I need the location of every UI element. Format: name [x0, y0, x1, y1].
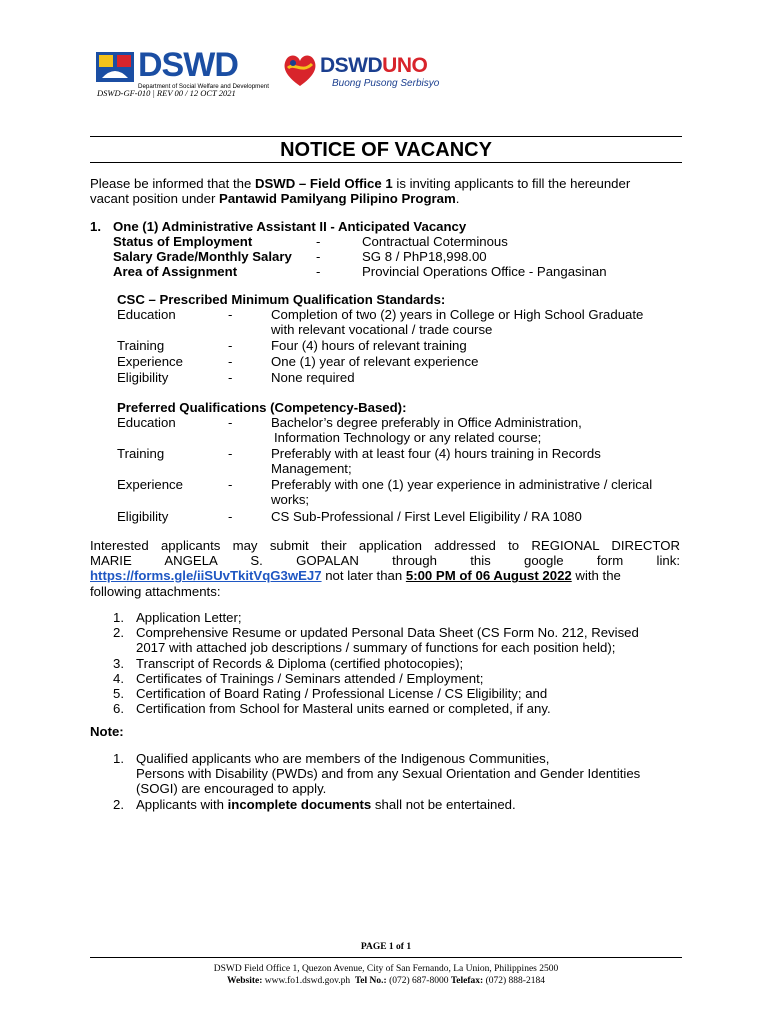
- attachments-list: 1. Application Letter; 2. Comprehensive Resume or updated Personal Data Sheet (CS Form No. 212, Revised 2017 with attached job descriptions / summary of functions for each position held); 3. Transcript of Records & Diploma (certified photocopies); 4. Certificates of Trainings / Seminars attended / Employment; 5. Certification of Board Rating / Professional License / CS Eligibility; and 6. Certification from School for Masteral units earned or completed, if any.: [113, 610, 693, 716]
- area-value: Provincial Operations Office - Pangasinan: [362, 264, 607, 279]
- csc-experience-label: Experience: [117, 354, 183, 369]
- pref-training-dash: -: [228, 446, 233, 461]
- pref-eligibility-dash: -: [228, 509, 233, 524]
- footer-rule: [90, 957, 682, 958]
- salary-value: SG 8 / PhP18,998.00: [362, 249, 487, 264]
- pref-education-value: Bachelor’s degree preferably in Office Administration, Information Technology or any related course;: [271, 415, 582, 446]
- csc-eligibility-label: Eligibility: [117, 370, 169, 385]
- page-title: NOTICE OF VACANCY: [280, 139, 492, 161]
- area-label: Area of Assignment: [113, 264, 238, 279]
- dswd-logo: [96, 46, 269, 92]
- page-number: PAGE 1 of 1: [360, 942, 412, 952]
- dswd-logo-text: DSWD: [138, 46, 238, 84]
- deadline: 5:00 PM of 06 August 2022: [405, 568, 572, 584]
- list-item: 3. Transcript of Records & Diploma (certified photocopies);: [113, 655, 464, 671]
- dswd-logo-subtitle: Department of Social Welfare and Development: [138, 83, 269, 90]
- csc-heading: CSC – Prescribed Minimum Qualification Standards:: [117, 292, 446, 307]
- salary-label: Salary Grade/Monthly Salary: [113, 249, 292, 264]
- pref-experience-label: Experience: [117, 477, 183, 492]
- csc-eligibility-value: None required: [271, 370, 355, 385]
- position-title: One (1) Administrative Assistant II - Anticipated Vacancy: [113, 219, 467, 234]
- title-top-rule: [90, 136, 682, 137]
- csc-training-label: Training: [117, 338, 165, 353]
- list-item: 1. Application Letter;: [113, 610, 242, 625]
- list-item: 4. Certificates of Trainings / Seminars attended / Employment;: [113, 670, 484, 686]
- csc-training-value: Four (4) hours of relevant training: [271, 338, 467, 353]
- submission-paragraph: Interested applicants may submit their application addressed to REGIONAL DIRECTOR MARIE ANGELA S. GOPALAN through this google form link: https://forms.gle/iiSUvTkitVqG3wEJ7 not later than 5:00 PM of 06 August 2022 with the following attachments:: [90, 538, 680, 599]
- pref-eligibility-label: Eligibility: [117, 509, 169, 524]
- area-dash: -: [316, 264, 321, 279]
- note-heading: Note:: [90, 724, 124, 739]
- intro-paragraph: Please be informed that the DSWD – Field Office 1 is inviting applicants to fill the hereunder vacant position under Pantawid Pamilyang Pilipino Program.: [90, 176, 631, 207]
- pref-education-label: Education: [117, 415, 176, 430]
- list-item: 2. Applicants with incomplete documents shall not be entertained.: [113, 796, 516, 812]
- preferred-heading: Preferred Qualifications (Competency-Based):: [117, 400, 407, 415]
- csc-education-label: Education: [117, 307, 176, 322]
- list-item: 2. Comprehensive Resume or updated Personal Data Sheet (CS Form No. 212, Revised: [113, 625, 639, 641]
- title-bottom-rule: [90, 162, 682, 163]
- status-dash: -: [316, 234, 321, 249]
- csc-experience-dash: -: [228, 354, 233, 369]
- dswd-emblem-icon: [96, 52, 134, 82]
- google-form-link[interactable]: https://forms.gle/iiSUvTkitVqG3wEJ7: [90, 568, 322, 584]
- csc-eligibility-dash: -: [228, 370, 233, 385]
- status-value: Contractual Coterminous: [362, 234, 508, 249]
- csc-education-value: Completion of two (2) years in College or High School Graduate with relevant vocational / trade course: [271, 307, 644, 338]
- list-item: 1. Qualified applicants who are members of the Indigenous Communities,: [113, 751, 550, 766]
- heart-logo-icon: [280, 50, 320, 90]
- pref-training-value: Preferably with at least four (4) hours training in Records Management;: [271, 446, 601, 477]
- office-name: DSWD – Field Office 1: [254, 176, 393, 191]
- list-item: 5. Certification of Board Rating / Professional License / CS Eligibility; and: [113, 686, 548, 702]
- footer-contacts: Website: www.fo1.dswd.gov.ph Tel No.: (072) 687-8000 Telefax: (072) 888-2184: [227, 976, 545, 986]
- note-list: 1. Qualified applicants who are members of the Indigenous Communities, Persons with Disability (PWDs) and from any Sexual Orientation and Gender Identities (SOGI) are encouraged to apply. 2. Applicants with incomplete documents shall not be entertained.: [113, 751, 693, 812]
- salary-dash: -: [316, 249, 321, 264]
- pref-training-label: Training: [117, 446, 165, 461]
- list-item: 6. Certification from School for Masteral units earned or completed, if any.: [113, 701, 551, 717]
- pref-eligibility-value: CS Sub-Professional / First Level Eligibility / RA 1080: [271, 509, 582, 524]
- footer-address: DSWD Field Office 1, Quezon Avenue, City of San Fernando, La Union, Philippines 2500: [213, 964, 559, 974]
- pref-experience-value: Preferably with one (1) year experience in administrative / clerical works;: [271, 477, 653, 508]
- uno-tagline: Buong Pusong Serbisyo: [332, 78, 440, 89]
- status-label: Status of Employment: [113, 234, 253, 249]
- csc-training-dash: -: [228, 338, 233, 353]
- csc-education-dash: -: [228, 307, 233, 322]
- dswd-uno-logo: [280, 50, 460, 92]
- program-name: Pantawid Pamilyang Pilipino Program: [219, 191, 456, 207]
- uno-logo-text: DSWDUNO: [320, 54, 428, 77]
- csc-experience-value: One (1) year of relevant experience: [271, 354, 479, 369]
- position-number: 1.: [90, 219, 101, 234]
- form-code: DSWD-GF-010 | REV 00 / 12 OCT 2021: [97, 88, 236, 98]
- pref-education-dash: -: [228, 415, 233, 430]
- pref-experience-dash: -: [228, 477, 233, 492]
